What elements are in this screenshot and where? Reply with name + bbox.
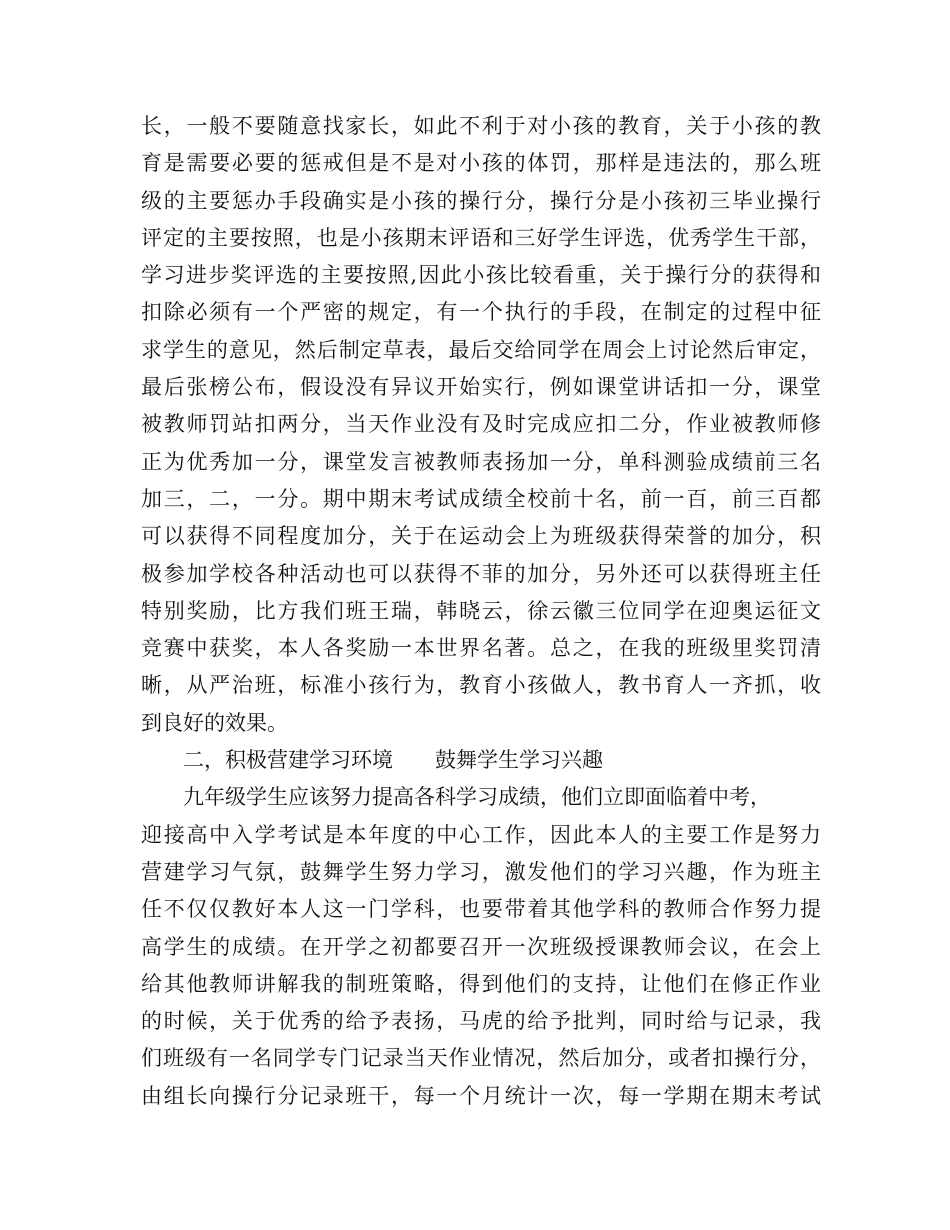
text-line: 扣除必须有一个严密的规定，有一个执行的手段，在制定的过程中征: [141, 300, 821, 325]
text-line: 迎接高中入学考试是本年度的中心工作，因此本人的主要工作是努力: [141, 822, 821, 847]
text-line: 评定的主要按照，也是小孩期末评语和三好学生评选，优秀学生干部，: [141, 225, 821, 250]
text-line: 极参加学校各种活动也可以获得不菲的加分，另外还可以获得班主任: [141, 561, 821, 586]
text-line: 可以获得不同程度加分，关于在运动会上为班级获得荣誉的加分，积: [141, 524, 821, 549]
text-line: 学习进步奖评选的主要按照,因此小孩比较看重，关于操行分的获得和: [141, 263, 821, 288]
text-line: 特别奖励，比方我们班王瑞，韩晓云，徐云徽三位同学在迎奥运征文: [141, 598, 821, 623]
text-line: 们班级有一名同学专门记录当天作业情况，然后加分，或者扣操行分，: [141, 1046, 821, 1071]
text-line: 级的主要惩办手段确实是小孩的操行分，操行分是小孩初三毕业操行: [141, 188, 821, 213]
text-line: 九年级学生应该努力提高各科学习成绩，他们立即面临着中考，: [183, 785, 771, 810]
text-line: 竞赛中获奖，本人各奖励一本世界名著。总之，在我的班级里奖罚清: [141, 636, 821, 661]
text-line: 由组长向操行分记录班干，每一个月统计一次，每一学期在期末考试: [141, 1083, 821, 1108]
text-line: 最后张榜公布，假设没有异议开始实行，例如课堂讲话扣一分，课堂: [141, 375, 821, 400]
text-line: 给其他教师讲解我的制班策略，得到他们的支持，让他们在修正作业: [141, 971, 821, 996]
text-line: 长，一般不要随意找家长，如此不利于对小孩的教育，关于小孩的教: [141, 114, 821, 138]
text-line: 晰，从严治班，标准小孩行为，教育小孩做人，教书育人一齐抓，收: [141, 673, 821, 698]
text-line: 的时候，关于优秀的给予表扬，马虎的给予批判，同时给与记录，我: [141, 1009, 821, 1034]
text-line: 加三，二，一分。期中期末考试成绩全校前十名，前一百，前三百都: [141, 486, 821, 511]
text-line: 育是需要必要的惩戒但是不是对小孩的体罚，那样是违法的，那么班: [141, 151, 821, 176]
text-line: 到良好的效果。: [141, 710, 288, 735]
text-line: 被教师罚站扣两分，当天作业没有及时完成应扣二分，作业被教师修: [141, 412, 821, 437]
text-line: 高学生的成绩。在开学之初都要召开一次班级授课教师会议，在会上: [141, 934, 821, 959]
text-line: 正为优秀加一分，课堂发言被教师表扬加一分，单科测验成绩前三名: [141, 449, 821, 474]
text-line: 任不仅仅教好本人这一门学科，也要带着其他学科的教师合作努力提: [141, 897, 821, 922]
body-text: [141, 108, 821, 1115]
text-line: 营建学习气氛，鼓舞学生努力学习，激发他们的学习兴趣，作为班主: [141, 859, 821, 884]
text-line: 求学生的意见，然后制定草表，最后交给同学在周会上讨论然后审定，: [141, 337, 821, 362]
section-heading: 二，积极营建学习环境 鼓舞学生学习兴趣: [183, 748, 603, 773]
